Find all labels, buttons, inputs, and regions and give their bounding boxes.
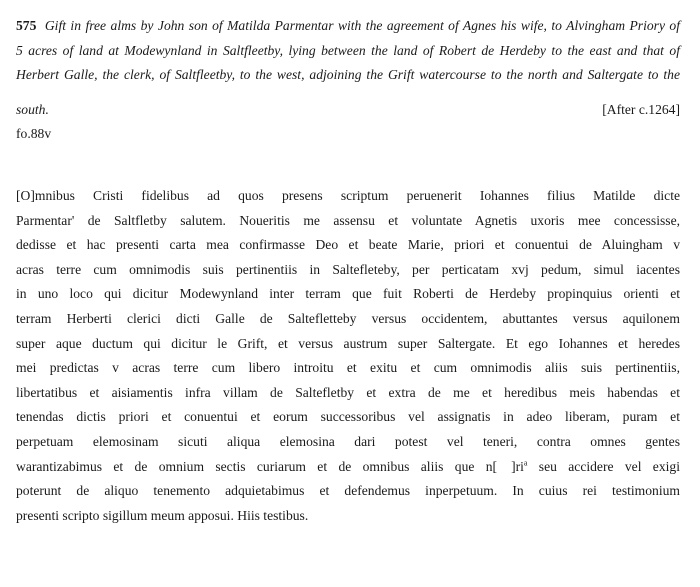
- charter-line: tenendas dictis priori et conuentui et eorum successoribus vel assignatis in adeo liberam, puram et: [16, 409, 680, 425]
- charter-line: perpetuam elemosinam sicuti aliqua elemosina dari potest vel teneri, contra omnes gentes: [16, 433, 680, 449]
- superscript-abbreviation: a: [523, 458, 528, 467]
- summary-line: 5 acres of land at Modewynland in Saltfleetby, lying between the land of Robert de Herdeby to the east and that of: [16, 42, 680, 58]
- summary-line: Herbert Galle, the clerk, of Saltfleetby, to the west, adjoining the Grift watercourse to the north and Saltergate to the: [16, 67, 680, 82]
- entry-number: 575: [16, 18, 37, 33]
- charter-line: dedisse et hac presenti carta mea confirmasse Deo et beate Marie, priori et conuentui de Aluingham v: [16, 237, 680, 253]
- charter-line: mei predictas v acras terre cum libero introitu et exitu et cum omnimodis aliis suis pertinentiis,: [16, 360, 680, 376]
- charter-line-lacuna: warantizabimus et de omnium sectis curiarum et de omnibus aliis que n[ ]$ri^a$ seu accidere vel exigi: [16, 458, 680, 474]
- charter-line: terram Herberti clerici dicti Galle de Saltefletteby versus occidentem, abuttantes versus aquilonem: [16, 310, 680, 326]
- folio-reference: fo.88v: [16, 126, 52, 141]
- charter-line: presenti scripto sigillum meum apposui. Hiis testibus.: [16, 507, 309, 523]
- charter-text: [16, 184, 680, 528]
- entry-date: [After c.1264]: [602, 102, 680, 117]
- charter-line: [O]mnibus Cristi fidelibus ad quos presens scriptum peruenerit Iohannes filius Matilde dicte: [16, 188, 680, 203]
- charter-line: libertatibus et aisiamentis infra villam de Saltefletby et extra de me et heredibus meis habendas et: [16, 384, 680, 400]
- charter-line: super aque ductum qui dicitur le Grift, et versus austrum super Saltergate. Et ego Iohannes et heredes: [16, 335, 680, 351]
- charter-line: Parmentar' de Saltfletby salutem. Noueritis me assensu et voluntate Agnetis uxoris mee concessisse,: [16, 212, 680, 228]
- entry-summary: [16, 14, 680, 88]
- charter-line: poterunt de aliquo tenemento adquietabimus et defendemus inperpetuum. In cuius rei testimonium: [16, 483, 680, 499]
- summary-last-line: south. [After c.1264]: [16, 98, 680, 123]
- charter-line: in uno loco qui dicitur Modewynland inter terram que fuit Roberti de Herdeby propinquius orienti et: [16, 286, 680, 302]
- summary-line: 575 Gift in free alms by John son of Matilda Parmentar with the agreement of Agnes his wife, to Alvingham Priory of: [16, 18, 680, 33]
- charter-line: acras terre cum omnimodis suis pertinentiis in Saltefleteby, per perticatam xvj pedum, simul iacentes: [16, 261, 680, 277]
